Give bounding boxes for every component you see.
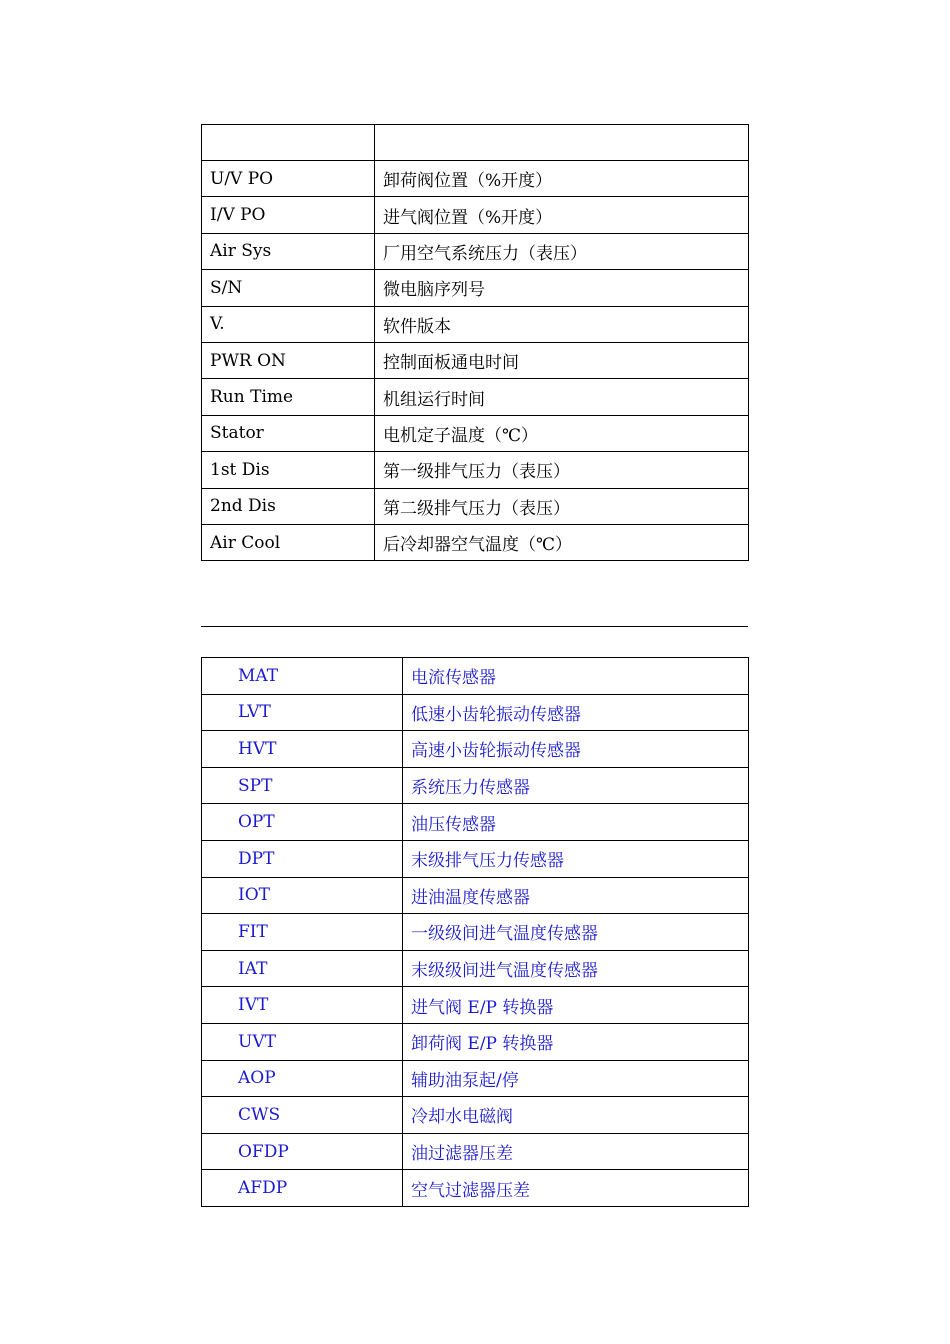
table-row [202, 987, 749, 1024]
desc-cell: 厂用空气系统压力（表压） [375, 233, 749, 269]
desc-cell: 微电脑序列号 [375, 270, 749, 306]
code-cell: DPT [202, 840, 403, 877]
desc-cell: 油过滤器压差 [403, 1133, 749, 1170]
code-cell: IAT [202, 950, 403, 987]
code-cell: AOP [202, 1060, 403, 1097]
code-cell: S/N [202, 270, 375, 306]
code-cell: Stator [202, 415, 375, 451]
desc-cell: 进气阀位置（%开度） [375, 197, 749, 233]
table-row [202, 767, 749, 804]
code-cell: I/V PO [202, 197, 375, 233]
code-cell: IVT [202, 987, 403, 1024]
code-cell: PWR ON [202, 342, 375, 378]
desc-cell: 后冷却器空气温度（℃） [375, 524, 749, 560]
desc-cell: 高速小齿轮振动传感器 [403, 731, 749, 768]
code-cell: V. [202, 306, 375, 342]
code-cell: LVT [202, 694, 403, 731]
code-cell: MAT [202, 658, 403, 695]
code-cell: Run Time [202, 379, 375, 415]
desc-cell: 末级级间进气温度传感器 [403, 950, 749, 987]
code-cell: Air Cool [202, 524, 375, 560]
table-row [202, 488, 749, 524]
code-cell: Air Sys [202, 233, 375, 269]
table-row [202, 694, 749, 731]
table-row [202, 379, 749, 415]
table-row [202, 950, 749, 987]
code-cell: IOT [202, 877, 403, 914]
table-row [202, 840, 749, 877]
code-cell: 2nd Dis [202, 488, 375, 524]
table-header-row [202, 125, 749, 161]
sensor-table [201, 657, 749, 1207]
desc-cell: 卸荷阀位置（%开度） [375, 161, 749, 197]
parameter-table [201, 124, 749, 561]
table-row [202, 1023, 749, 1060]
desc-cell: 末级排气压力传感器 [403, 840, 749, 877]
desc-cell: 软件版本 [375, 306, 749, 342]
code-cell: SPT [202, 767, 403, 804]
code-cell: U/V PO [202, 161, 375, 197]
desc-cell: 进油温度传感器 [403, 877, 749, 914]
desc-cell: 进气阀 E/P 转换器 [403, 987, 749, 1024]
table-row [202, 1060, 749, 1097]
table-row [202, 804, 749, 841]
desc-cell: 控制面板通电时间 [375, 342, 749, 378]
header-cell-desc [375, 125, 749, 161]
code-cell: CWS [202, 1097, 403, 1134]
header-cell-code [202, 125, 375, 161]
desc-cell: 电流传感器 [403, 658, 749, 695]
table-row [202, 914, 749, 951]
desc-cell: 卸荷阀 E/P 转换器 [403, 1023, 749, 1060]
table-row [202, 197, 749, 233]
table-row [202, 1170, 749, 1207]
desc-cell: 系统压力传感器 [403, 767, 749, 804]
table-row [202, 658, 749, 695]
code-cell: HVT [202, 731, 403, 768]
code-cell: OPT [202, 804, 403, 841]
desc-cell: 第二级排气压力（表压） [375, 488, 749, 524]
desc-cell: 一级级间进气温度传感器 [403, 914, 749, 951]
desc-cell: 油压传感器 [403, 804, 749, 841]
table-row [202, 524, 749, 560]
table-row [202, 1097, 749, 1134]
desc-cell: 第一级排气压力（表压） [375, 452, 749, 488]
table-row [202, 161, 749, 197]
code-cell: 1st Dis [202, 452, 375, 488]
horizontal-rule [201, 626, 748, 627]
table-row [202, 306, 749, 342]
table-row [202, 233, 749, 269]
desc-cell: 电机定子温度（℃） [375, 415, 749, 451]
desc-cell: 辅助油泵起/停 [403, 1060, 749, 1097]
table-row [202, 452, 749, 488]
code-cell: OFDP [202, 1133, 403, 1170]
table-row [202, 731, 749, 768]
code-cell: FIT [202, 914, 403, 951]
table-row [202, 342, 749, 378]
desc-cell: 机组运行时间 [375, 379, 749, 415]
desc-cell: 冷却水电磁阀 [403, 1097, 749, 1134]
code-cell: AFDP [202, 1170, 403, 1207]
desc-cell: 低速小齿轮振动传感器 [403, 694, 749, 731]
table-row [202, 415, 749, 451]
table-row [202, 1133, 749, 1170]
table-row [202, 270, 749, 306]
desc-cell: 空气过滤器压差 [403, 1170, 749, 1207]
code-cell: UVT [202, 1023, 403, 1060]
table-row [202, 877, 749, 914]
